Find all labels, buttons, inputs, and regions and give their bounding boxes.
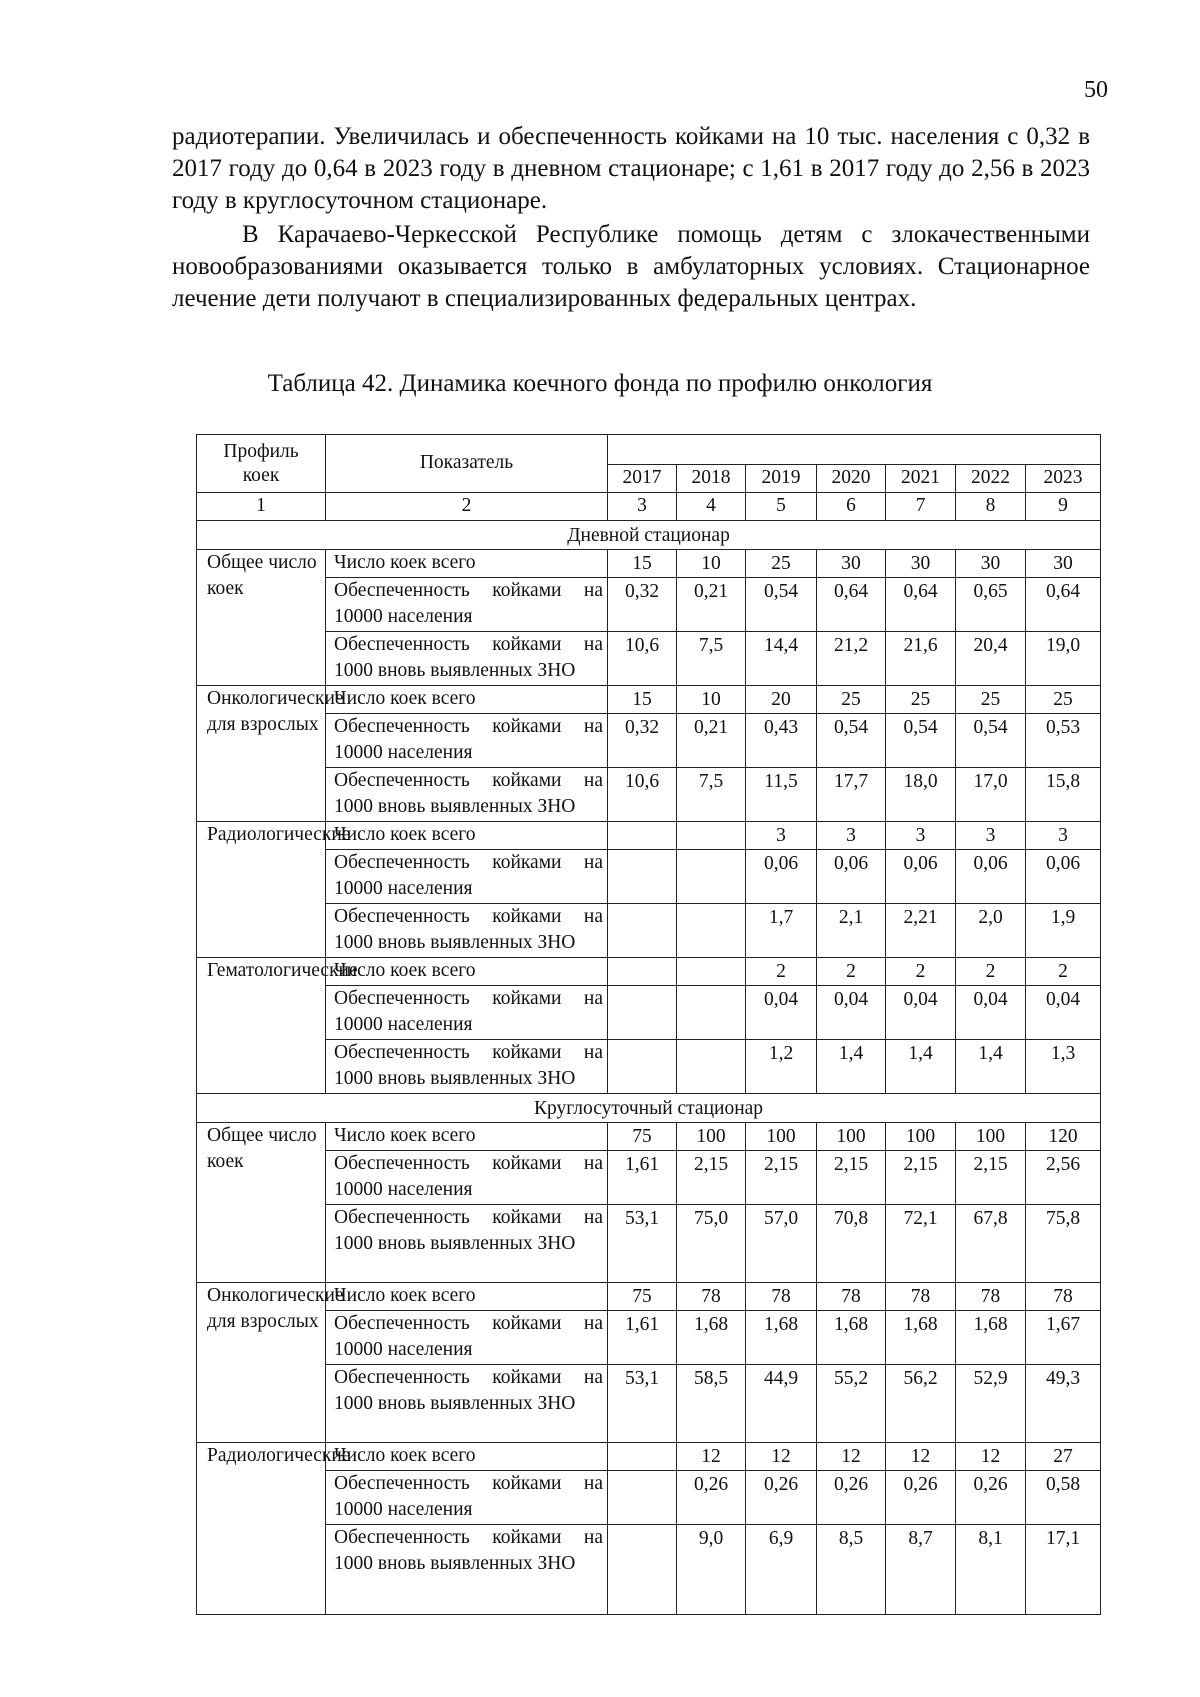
value-cell bbox=[608, 1040, 677, 1094]
value-cell: 17,7 bbox=[817, 768, 886, 822]
value-cell: 0,04 bbox=[817, 986, 886, 1040]
value-cell: 1,68 bbox=[817, 1311, 886, 1365]
value-cell: 0,58 bbox=[1026, 1471, 1101, 1525]
value-cell: 3 bbox=[956, 822, 1026, 850]
value-cell: 52,9 bbox=[956, 1365, 1026, 1443]
value-cell: 0,53 bbox=[1026, 714, 1101, 768]
value-cell: 1,4 bbox=[956, 1040, 1026, 1094]
table-row bbox=[197, 1471, 1101, 1525]
table-row bbox=[197, 850, 1101, 904]
value-cell: 0,06 bbox=[1026, 850, 1101, 904]
table-row bbox=[197, 1151, 1101, 1205]
value-cell: 11,5 bbox=[746, 768, 817, 822]
value-cell: 12 bbox=[886, 1443, 956, 1471]
value-cell: 14,4 bbox=[746, 632, 817, 686]
value-cell: 55,2 bbox=[817, 1365, 886, 1443]
value-cell: 2,0 bbox=[956, 904, 1026, 958]
header-profile: Профиль коек bbox=[197, 435, 326, 493]
value-cell bbox=[608, 822, 677, 850]
value-cell: 20 bbox=[746, 686, 817, 714]
value-cell: 6,9 bbox=[746, 1525, 817, 1615]
value-cell: 2 bbox=[817, 958, 886, 986]
table-row bbox=[197, 822, 1101, 850]
value-cell: 8,7 bbox=[886, 1525, 956, 1615]
header-year: 2017 bbox=[608, 465, 677, 493]
indicator-cell: Обеспеченность койками на 10000 населения bbox=[326, 714, 608, 768]
value-cell: 78 bbox=[677, 1283, 746, 1311]
value-cell: 20,4 bbox=[956, 632, 1026, 686]
indicator-cell: Обеспеченность койками на 10000 населения bbox=[326, 1311, 608, 1365]
value-cell: 15 bbox=[608, 686, 677, 714]
value-cell: 120 bbox=[1026, 1123, 1101, 1151]
value-cell: 0,21 bbox=[677, 714, 746, 768]
value-cell: 57,0 bbox=[746, 1205, 817, 1283]
indicator-cell: Обеспеченность койками на 1000 вновь выявленных ЗНО bbox=[326, 904, 608, 958]
value-cell: 3 bbox=[746, 822, 817, 850]
value-cell: 0,21 bbox=[677, 578, 746, 632]
value-cell: 7,5 bbox=[677, 768, 746, 822]
value-cell: 2,15 bbox=[886, 1151, 956, 1205]
value-cell bbox=[608, 958, 677, 986]
profile-cell: Общее число коек bbox=[197, 550, 326, 686]
value-cell: 2 bbox=[956, 958, 1026, 986]
value-cell: 78 bbox=[817, 1283, 886, 1311]
value-cell: 1,4 bbox=[817, 1040, 886, 1094]
header-year: 2020 bbox=[817, 465, 886, 493]
value-cell: 2,21 bbox=[886, 904, 956, 958]
value-cell: 2 bbox=[1026, 958, 1101, 986]
header-year: 2018 bbox=[677, 465, 746, 493]
value-cell bbox=[677, 1040, 746, 1094]
value-cell: 0,54 bbox=[746, 578, 817, 632]
value-cell: 8,1 bbox=[956, 1525, 1026, 1615]
indicator-cell: Обеспеченность койками на 1000 вновь выявленных ЗНО bbox=[326, 632, 608, 686]
value-cell: 67,8 bbox=[956, 1205, 1026, 1283]
value-cell: 0,04 bbox=[886, 986, 956, 1040]
value-cell: 17,1 bbox=[1026, 1525, 1101, 1615]
value-cell: 21,6 bbox=[886, 632, 956, 686]
header-year: 2021 bbox=[886, 465, 956, 493]
table-row bbox=[197, 1205, 1101, 1283]
value-cell: 18,0 bbox=[886, 768, 956, 822]
value-cell: 0,04 bbox=[956, 986, 1026, 1040]
value-cell: 1,68 bbox=[677, 1311, 746, 1365]
value-cell: 75,8 bbox=[1026, 1205, 1101, 1283]
value-cell: 1,68 bbox=[956, 1311, 1026, 1365]
table-row bbox=[197, 986, 1101, 1040]
table-caption: Таблица 42. Динамика коечного фонда по профилю онкология bbox=[267, 370, 933, 397]
table-row bbox=[197, 1283, 1101, 1311]
value-cell: 0,32 bbox=[608, 714, 677, 768]
value-cell: 30 bbox=[886, 550, 956, 578]
value-cell: 7,5 bbox=[677, 632, 746, 686]
indicator-cell: Число коек всего bbox=[326, 1283, 608, 1311]
value-cell: 30 bbox=[817, 550, 886, 578]
value-cell: 25 bbox=[956, 686, 1026, 714]
value-cell: 0,54 bbox=[886, 714, 956, 768]
value-cell: 12 bbox=[956, 1443, 1026, 1471]
value-cell: 10,6 bbox=[608, 632, 677, 686]
value-cell: 1,61 bbox=[608, 1311, 677, 1365]
value-cell: 15,8 bbox=[1026, 768, 1101, 822]
value-cell: 0,04 bbox=[1026, 986, 1101, 1040]
indicator-cell: Обеспеченность койками на 1000 вновь выявленных ЗНО bbox=[326, 1040, 608, 1094]
value-cell: 0,64 bbox=[886, 578, 956, 632]
value-cell: 17,0 bbox=[956, 768, 1026, 822]
value-cell: 78 bbox=[746, 1283, 817, 1311]
bed-capacity-table bbox=[196, 434, 1101, 1615]
value-cell: 70,8 bbox=[817, 1205, 886, 1283]
header-year: 2022 bbox=[956, 465, 1026, 493]
value-cell: 0,06 bbox=[886, 850, 956, 904]
value-cell: 0,64 bbox=[817, 578, 886, 632]
value-cell: 100 bbox=[956, 1123, 1026, 1151]
header-column-number: 2 bbox=[326, 493, 608, 521]
value-cell: 2,56 bbox=[1026, 1151, 1101, 1205]
table-row bbox=[197, 1311, 1101, 1365]
table-row bbox=[197, 904, 1101, 958]
header-column-number: 5 bbox=[746, 493, 817, 521]
indicator-cell: Обеспеченность койками на 10000 населения bbox=[326, 578, 608, 632]
indicator-cell: Число коек всего bbox=[326, 550, 608, 578]
value-cell: 2,15 bbox=[677, 1151, 746, 1205]
indicator-cell: Обеспеченность койками на 1000 вновь выявленных ЗНО bbox=[326, 768, 608, 822]
value-cell bbox=[608, 1525, 677, 1615]
value-cell: 72,1 bbox=[886, 1205, 956, 1283]
value-cell: 27 bbox=[1026, 1443, 1101, 1471]
value-cell bbox=[677, 958, 746, 986]
value-cell: 1,67 bbox=[1026, 1311, 1101, 1365]
value-cell: 25 bbox=[886, 686, 956, 714]
value-cell: 78 bbox=[886, 1283, 956, 1311]
value-cell: 3 bbox=[1026, 822, 1101, 850]
header-column-number: 3 bbox=[608, 493, 677, 521]
value-cell: 0,32 bbox=[608, 578, 677, 632]
value-cell bbox=[608, 904, 677, 958]
header-row-top bbox=[197, 435, 1101, 465]
table-row bbox=[197, 1365, 1101, 1443]
indicator-cell: Обеспеченность койками на 10000 населения bbox=[326, 850, 608, 904]
value-cell: 0,65 bbox=[956, 578, 1026, 632]
value-cell: 30 bbox=[1026, 550, 1101, 578]
header-column-number: 6 bbox=[817, 493, 886, 521]
value-cell: 25 bbox=[746, 550, 817, 578]
indicator-cell: Число коек всего bbox=[326, 822, 608, 850]
value-cell bbox=[608, 1443, 677, 1471]
value-cell: 100 bbox=[746, 1123, 817, 1151]
value-cell: 8,5 bbox=[817, 1525, 886, 1615]
value-cell: 25 bbox=[817, 686, 886, 714]
value-cell: 1,68 bbox=[886, 1311, 956, 1365]
header-column-number: 9 bbox=[1026, 493, 1101, 521]
section-row bbox=[197, 1094, 1101, 1123]
header-column-number: 7 bbox=[886, 493, 956, 521]
value-cell: 0,54 bbox=[817, 714, 886, 768]
profile-cell: Онкологические для взрослых bbox=[197, 686, 326, 822]
value-cell: 0,26 bbox=[886, 1471, 956, 1525]
value-cell: 12 bbox=[746, 1443, 817, 1471]
indicator-cell: Обеспеченность койками на 1000 вновь выявленных ЗНО bbox=[326, 1205, 608, 1283]
profile-cell: Радиологические bbox=[197, 1443, 326, 1615]
value-cell: 0,06 bbox=[746, 850, 817, 904]
value-cell: 3 bbox=[817, 822, 886, 850]
table-row bbox=[197, 550, 1101, 578]
table-row bbox=[197, 958, 1101, 986]
value-cell: 49,3 bbox=[1026, 1365, 1101, 1443]
indicator-cell: Число коек всего bbox=[326, 1123, 608, 1151]
value-cell: 12 bbox=[817, 1443, 886, 1471]
value-cell: 0,06 bbox=[956, 850, 1026, 904]
value-cell: 1,3 bbox=[1026, 1040, 1101, 1094]
value-cell: 78 bbox=[956, 1283, 1026, 1311]
value-cell: 0,54 bbox=[956, 714, 1026, 768]
table-row bbox=[197, 578, 1101, 632]
table-row bbox=[197, 1040, 1101, 1094]
table-row bbox=[197, 768, 1101, 822]
profile-cell: Гематологические bbox=[197, 958, 326, 1094]
value-cell: 2,15 bbox=[746, 1151, 817, 1205]
indicator-cell: Обеспеченность койками на 10000 населения bbox=[326, 986, 608, 1040]
page-number: 50 bbox=[1084, 77, 1108, 103]
header-column-number: 8 bbox=[956, 493, 1026, 521]
value-cell: 53,1 bbox=[608, 1205, 677, 1283]
value-cell: 0,64 bbox=[1026, 578, 1101, 632]
value-cell: 44,9 bbox=[746, 1365, 817, 1443]
value-cell: 2,15 bbox=[817, 1151, 886, 1205]
value-cell: 19,0 bbox=[1026, 632, 1101, 686]
indicator-cell: Обеспеченность койками на 10000 населения bbox=[326, 1151, 608, 1205]
value-cell: 75 bbox=[608, 1283, 677, 1311]
value-cell bbox=[677, 850, 746, 904]
value-cell: 0,04 bbox=[746, 986, 817, 1040]
profile-cell: Онкологические для взрослых bbox=[197, 1283, 326, 1443]
value-cell: 9,0 bbox=[677, 1525, 746, 1615]
value-cell: 0,06 bbox=[817, 850, 886, 904]
value-cell: 25 bbox=[1026, 686, 1101, 714]
value-cell bbox=[677, 986, 746, 1040]
value-cell bbox=[608, 1471, 677, 1525]
body-paragraph-2: В Карачаево-Черкесской Республике помощь детям с злокачественными новообразованиями оказывается только в амбулаторных условиях. Стационарное лечение дети получают в специализированных федеральных центрах. bbox=[172, 221, 1090, 312]
value-cell: 0,26 bbox=[746, 1471, 817, 1525]
header-year: 2019 bbox=[746, 465, 817, 493]
value-cell: 2,15 bbox=[956, 1151, 1026, 1205]
value-cell: 0,26 bbox=[956, 1471, 1026, 1525]
value-cell: 12 bbox=[677, 1443, 746, 1471]
header-year: 2023 bbox=[1026, 465, 1101, 493]
section-title: Дневной стационар bbox=[197, 521, 1101, 550]
table-row bbox=[197, 714, 1101, 768]
value-cell: 1,2 bbox=[746, 1040, 817, 1094]
value-cell: 1,4 bbox=[886, 1040, 956, 1094]
indicator-cell: Обеспеченность койками на 1000 вновь выявленных ЗНО bbox=[326, 1525, 608, 1615]
value-cell: 75 bbox=[608, 1123, 677, 1151]
value-cell: 21,2 bbox=[817, 632, 886, 686]
value-cell: 1,68 bbox=[746, 1311, 817, 1365]
table-row bbox=[197, 1525, 1101, 1615]
value-cell: 100 bbox=[886, 1123, 956, 1151]
value-cell: 53,1 bbox=[608, 1365, 677, 1443]
value-cell: 10 bbox=[677, 686, 746, 714]
value-cell: 78 bbox=[1026, 1283, 1101, 1311]
value-cell: 1,61 bbox=[608, 1151, 677, 1205]
value-cell: 100 bbox=[677, 1123, 746, 1151]
value-cell: 58,5 bbox=[677, 1365, 746, 1443]
indicator-cell: Обеспеченность койками на 10000 населения bbox=[326, 1471, 608, 1525]
value-cell: 75,0 bbox=[677, 1205, 746, 1283]
header-column-number: 1 bbox=[197, 493, 326, 521]
header-indicator: Показатель bbox=[326, 435, 608, 493]
body-paragraph-1: радиотерапии. Увеличилась и обеспеченность койками на 10 тыс. населения с 0,32 в 2017 году до 0,64 в 2023 году в дневном стационаре; с 1,61 в 2017 году до 2,56 в 2023 году в круглосуточном стационаре. bbox=[172, 123, 1090, 214]
table-row bbox=[197, 1123, 1101, 1151]
value-cell bbox=[677, 822, 746, 850]
header-years-span bbox=[608, 435, 1101, 465]
profile-cell: Радиологические bbox=[197, 822, 326, 958]
profile-cell: Общее число коек bbox=[197, 1123, 326, 1283]
value-cell bbox=[608, 850, 677, 904]
indicator-cell: Число коек всего bbox=[326, 958, 608, 986]
table-row bbox=[197, 632, 1101, 686]
section-title: Круглосуточный стационар bbox=[197, 1094, 1101, 1123]
header-column-number: 4 bbox=[677, 493, 746, 521]
value-cell: 2 bbox=[886, 958, 956, 986]
section-row bbox=[197, 521, 1101, 550]
value-cell: 56,2 bbox=[886, 1365, 956, 1443]
value-cell: 2,1 bbox=[817, 904, 886, 958]
value-cell: 15 bbox=[608, 550, 677, 578]
indicator-cell: Число коек всего bbox=[326, 1443, 608, 1471]
indicator-cell: Число коек всего bbox=[326, 686, 608, 714]
table-row bbox=[197, 686, 1101, 714]
value-cell: 10 bbox=[677, 550, 746, 578]
value-cell: 10,6 bbox=[608, 768, 677, 822]
value-cell: 100 bbox=[817, 1123, 886, 1151]
value-cell: 30 bbox=[956, 550, 1026, 578]
value-cell: 1,7 bbox=[746, 904, 817, 958]
value-cell bbox=[677, 904, 746, 958]
value-cell: 0,26 bbox=[677, 1471, 746, 1525]
value-cell: 0,26 bbox=[817, 1471, 886, 1525]
table-body bbox=[197, 435, 1101, 1615]
header-row-column-numbers bbox=[197, 493, 1101, 521]
value-cell bbox=[608, 986, 677, 1040]
value-cell: 3 bbox=[886, 822, 956, 850]
indicator-cell: Обеспеченность койками на 1000 вновь выявленных ЗНО bbox=[326, 1365, 608, 1443]
value-cell: 0,43 bbox=[746, 714, 817, 768]
value-cell: 1,9 bbox=[1026, 904, 1101, 958]
value-cell: 2 bbox=[746, 958, 817, 986]
table-row bbox=[197, 1443, 1101, 1471]
